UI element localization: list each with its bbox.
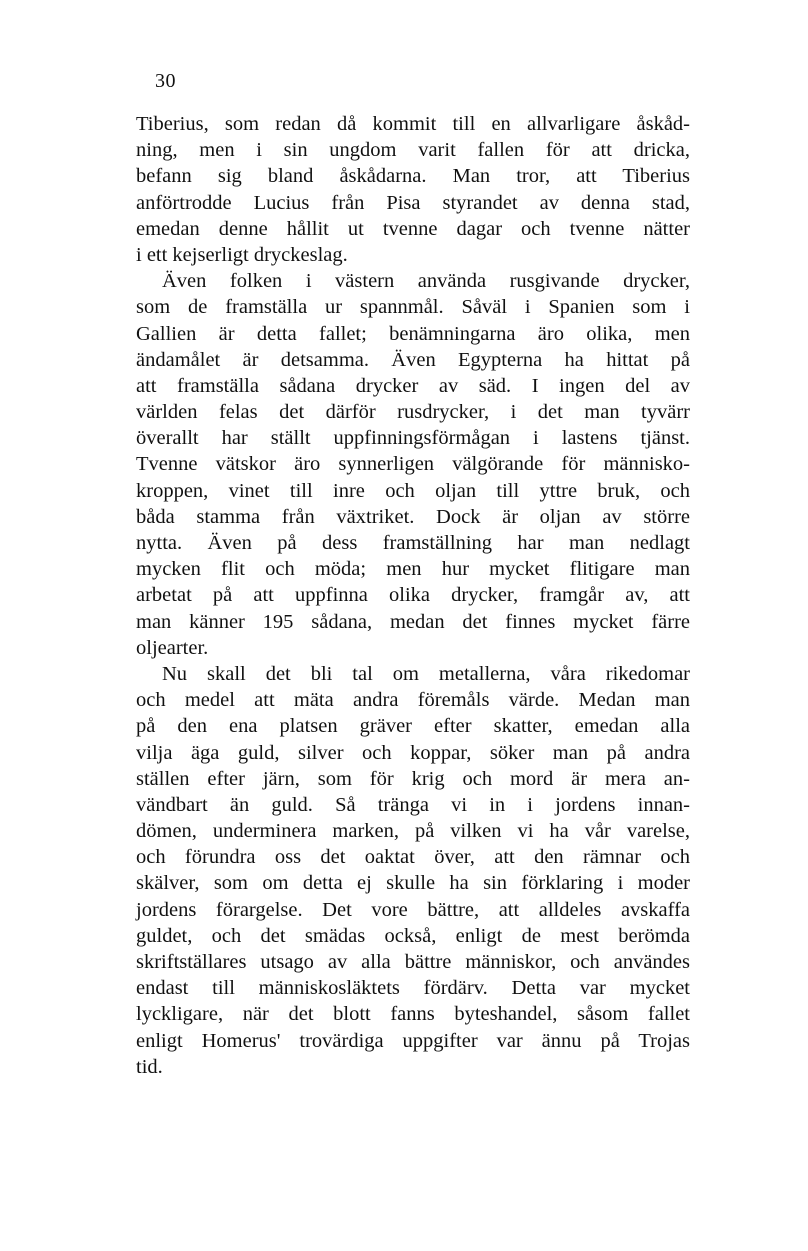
text-line: skriftställares utsago av alla bättre människor, och användes	[136, 951, 690, 973]
text-line: tid.	[136, 1055, 163, 1078]
text-line: överallt har ställt uppfinningsförmågan i lastens tjänst.	[136, 427, 690, 450]
text-line: världen felas det därför rusdrycker, i det man tyvärr	[136, 401, 690, 424]
text-line: endast till människosläktets fördärv. Detta var mycket	[136, 977, 690, 1000]
text-line: vilja äga guld, silver och koppar, söker man på andra	[136, 741, 690, 764]
text-line: vändbart än guld. Så tränga vi in i jordens innan-	[136, 793, 690, 816]
text-line: Gallien är detta fallet; benämningarna äro olika, men	[136, 322, 690, 345]
text-line: arbetat på att uppfinna olika drycker, framgår av, att	[136, 584, 690, 607]
body-text	[136, 111, 690, 1080]
text-line: befann sig bland åskådarna. Man tror, att Tiberius	[136, 165, 690, 188]
text-line: ändamålet är detsamma. Även Egypterna ha hittat på	[136, 348, 690, 371]
text-line: man känner 195 sådana, medan det finnes mycket färre	[136, 610, 690, 633]
text-line: mycken flit och möda; men hur mycket flitigare man	[136, 558, 690, 581]
text-line: nytta. Även på dess framställning har man nedlagt	[136, 532, 690, 554]
text-line: skälver, som om detta ej skulle ha sin förklaring i moder	[136, 872, 690, 895]
text-line: båda stamma från växtriket. Dock är oljan av större	[136, 505, 690, 528]
text-line: Även folken i västern använda rusgivande drycker,	[162, 270, 690, 293]
text-line: Tvenne vätskor äro synnerligen välgörande för människo-	[136, 453, 690, 476]
text-line: ning, men i sin ungdom varit fallen för att dricka,	[136, 139, 690, 162]
text-line: enligt Homerus' trovärdiga uppgifter var ännu på Trojas	[136, 1029, 690, 1052]
text-line: och medel att mäta andra föremåls värde. Medan man	[136, 689, 690, 712]
text-line: guldet, och det smädas också, enligt de mest berömda	[136, 924, 690, 947]
text-line: kroppen, vinet till inre och oljan till yttre bruk, och	[136, 479, 690, 502]
text-line: lyckligare, när det blott fanns byteshandel, såsom fallet	[136, 1003, 690, 1026]
text-line: att framställa sådana drycker av säd. I ingen del av	[136, 374, 690, 397]
text-line: oljearter.	[136, 636, 209, 659]
text-line: emedan denne hållit ut tvenne dagar och tvenne nätter	[136, 217, 690, 240]
text-line: ställen efter järn, som för krig och mord är mera an-	[136, 767, 690, 790]
text-line: anförtrodde Lucius från Pisa styrandet av denna stad,	[136, 191, 690, 214]
text-line: Tiberius, som redan då kommit till en allvarligare åskåd-	[136, 113, 690, 135]
text-line: som de framställa ur spannmål. Såväl i Spanien som i	[136, 296, 690, 319]
text-line: i ett kejserligt dryckeslag.	[136, 243, 348, 266]
text-line: Nu skall det bli tal om metallerna, våra rikedomar	[162, 662, 690, 685]
text-line: dömen, underminera marken, på vilken vi ha vår varelse,	[136, 820, 690, 843]
text-line: jordens förargelse. Det vore bättre, att alldeles avskaffa	[136, 898, 690, 921]
text-line: och förundra oss det oaktat över, att den rämnar och	[136, 846, 690, 869]
page-number: 30	[155, 70, 176, 92]
text-line: på den ena platsen gräver efter skatter, emedan alla	[136, 715, 690, 738]
